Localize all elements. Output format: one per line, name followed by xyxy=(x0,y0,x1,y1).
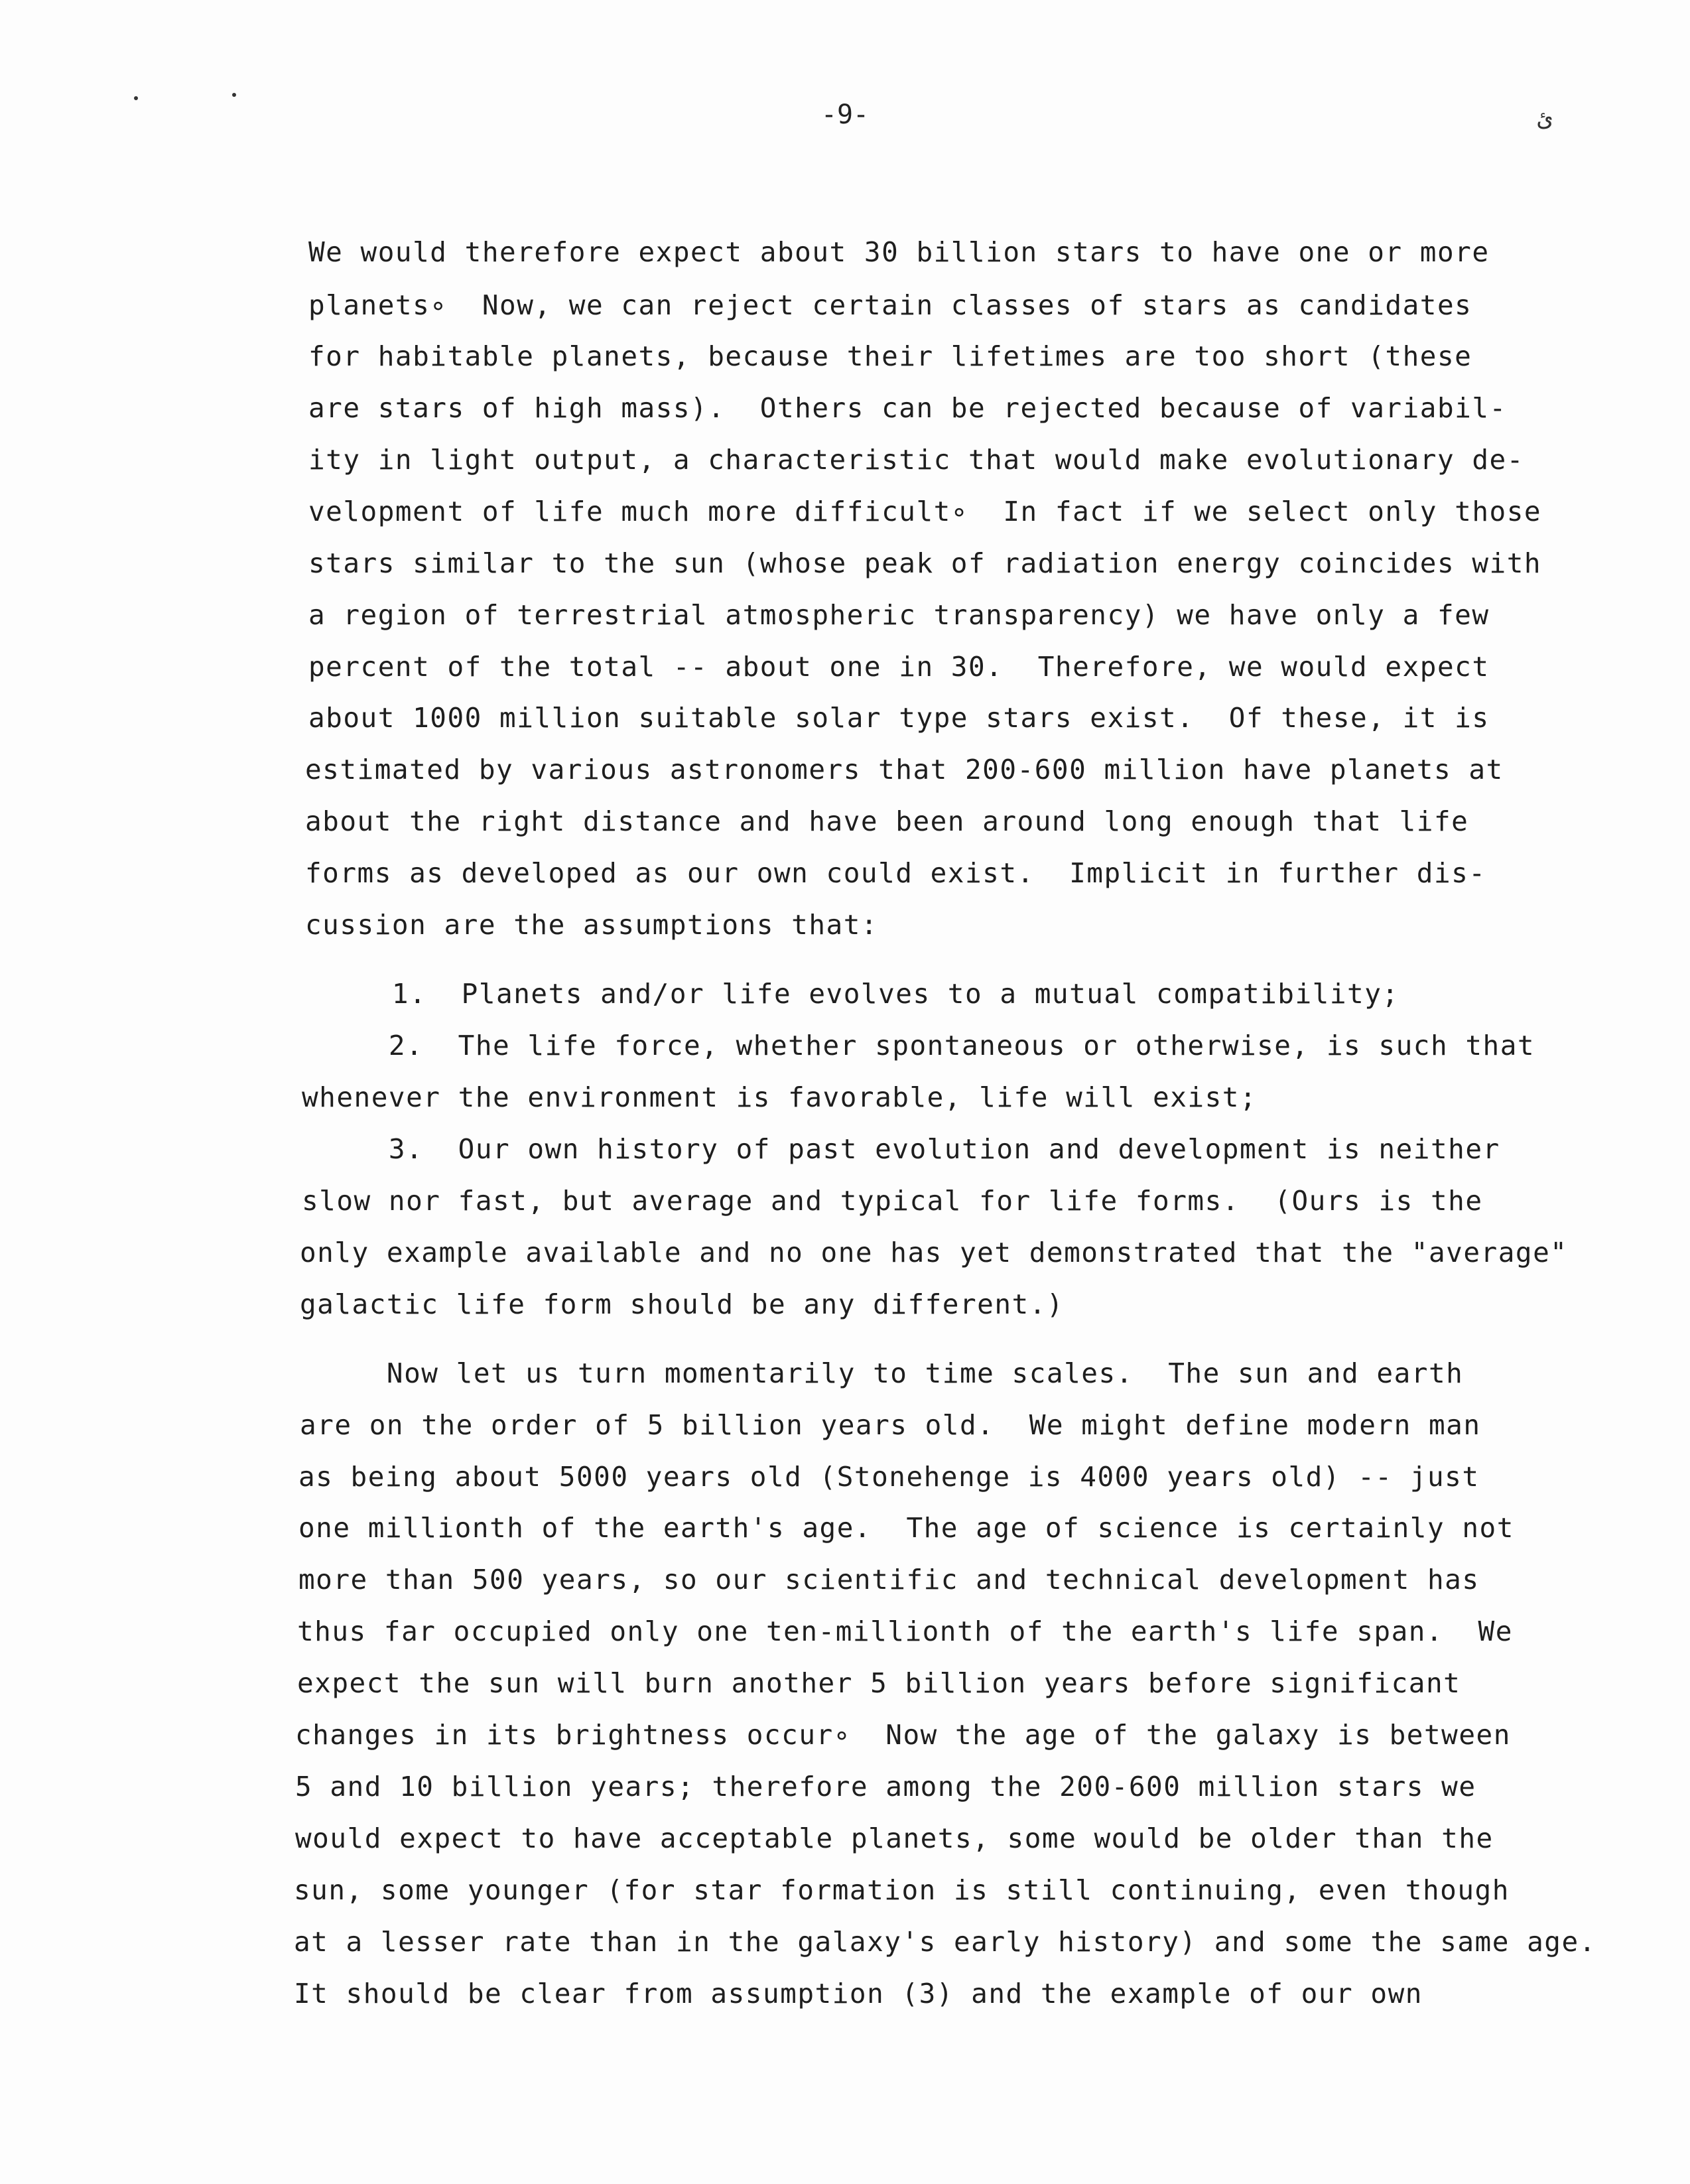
text-line: slow nor fast, but average and typical for life forms. (Ours is the xyxy=(302,1185,1483,1217)
text-line: about 1000 million suitable solar type stars exist. Of these, it is xyxy=(308,702,1490,734)
text-line: only example available and no one has yet demonstrated that the "average" xyxy=(300,1237,1568,1268)
text-line: ity in light output, a characteristic that would make evolutionary de- xyxy=(308,444,1524,476)
text-line: more than 500 years, so our scientific and technical development has xyxy=(298,1564,1480,1596)
text-line: are stars of high mass). Others can be rejected because of variabil- xyxy=(308,392,1507,424)
text-line: about the right distance and have been around long enough that life xyxy=(305,805,1469,837)
text-line: 5 and 10 billion years; therefore among the 200-600 million stars we xyxy=(295,1771,1476,1803)
text-line: estimated by various astronomers that 200-600 million have planets at xyxy=(305,754,1504,785)
text-line: velopment of life much more difficult∘ In fact if we select only those xyxy=(308,496,1542,527)
text-line: forms as developed as our own could exist. Implicit in further dis- xyxy=(305,857,1486,889)
text-line: for habitable planets, because their lifetimes are too short (these xyxy=(308,340,1472,372)
text-line: 3. Our own history of past evolution and development is neither xyxy=(302,1133,1500,1165)
text-line: 1. Planets and/or life evolves to a mutual compatibility; xyxy=(305,978,1399,1010)
text-line: sun, some younger (for star formation is still continuing, even though xyxy=(294,1874,1510,1906)
page-number: -9- xyxy=(820,100,870,130)
text-line: as being about 5000 years old (Stonehenge is 4000 years old) -- just xyxy=(298,1461,1480,1493)
text-line: We would therefore expect about 30 billion stars to have one or more xyxy=(308,236,1490,268)
text-line: whenever the environment is favorable, life will exist; xyxy=(302,1081,1258,1113)
text-line: percent of the total -- about one in 30. Therefore, we would expect xyxy=(308,651,1490,683)
text-line: thus far occupied only one ten-millionth of the earth's life span. We xyxy=(297,1615,1513,1647)
text-line: expect the sun will burn another 5 billion years before significant xyxy=(297,1667,1461,1699)
text-line: would expect to have acceptable planets, some would be older than the xyxy=(295,1822,1494,1854)
text-line: are on the order of 5 billion years old. We might define modern man xyxy=(300,1409,1481,1441)
text-line: 2. The life force, whether spontaneous or otherwise, is such that xyxy=(302,1030,1535,1061)
text-line: at a lesser rate than in the galaxy's early history) and some the same age. xyxy=(294,1926,1596,1958)
text-line: cussion are the assumptions that: xyxy=(305,909,879,941)
scan-speck xyxy=(232,93,236,97)
corner-mark: ئ xyxy=(1537,105,1552,132)
text-line: planets∘ Now, we can reject certain classes of stars as candidates xyxy=(308,289,1472,321)
text-line: Now let us turn momentarily to time scales. The sun and earth xyxy=(300,1357,1464,1389)
text-line: It should be clear from assumption (3) and the example of our own xyxy=(294,1978,1423,2010)
text-line: a region of terrestrial atmospheric transparency) we have only a few xyxy=(308,599,1490,631)
text-line: one millionth of the earth's age. The age of science is certainly not xyxy=(298,1512,1514,1544)
text-line: galactic life form should be any different.) xyxy=(300,1288,1065,1320)
text-line: stars similar to the sun (whose peak of radiation energy coincides with xyxy=(308,547,1542,579)
text-line: changes in its brightness occur∘ Now the age of the galaxy is between xyxy=(295,1719,1511,1751)
